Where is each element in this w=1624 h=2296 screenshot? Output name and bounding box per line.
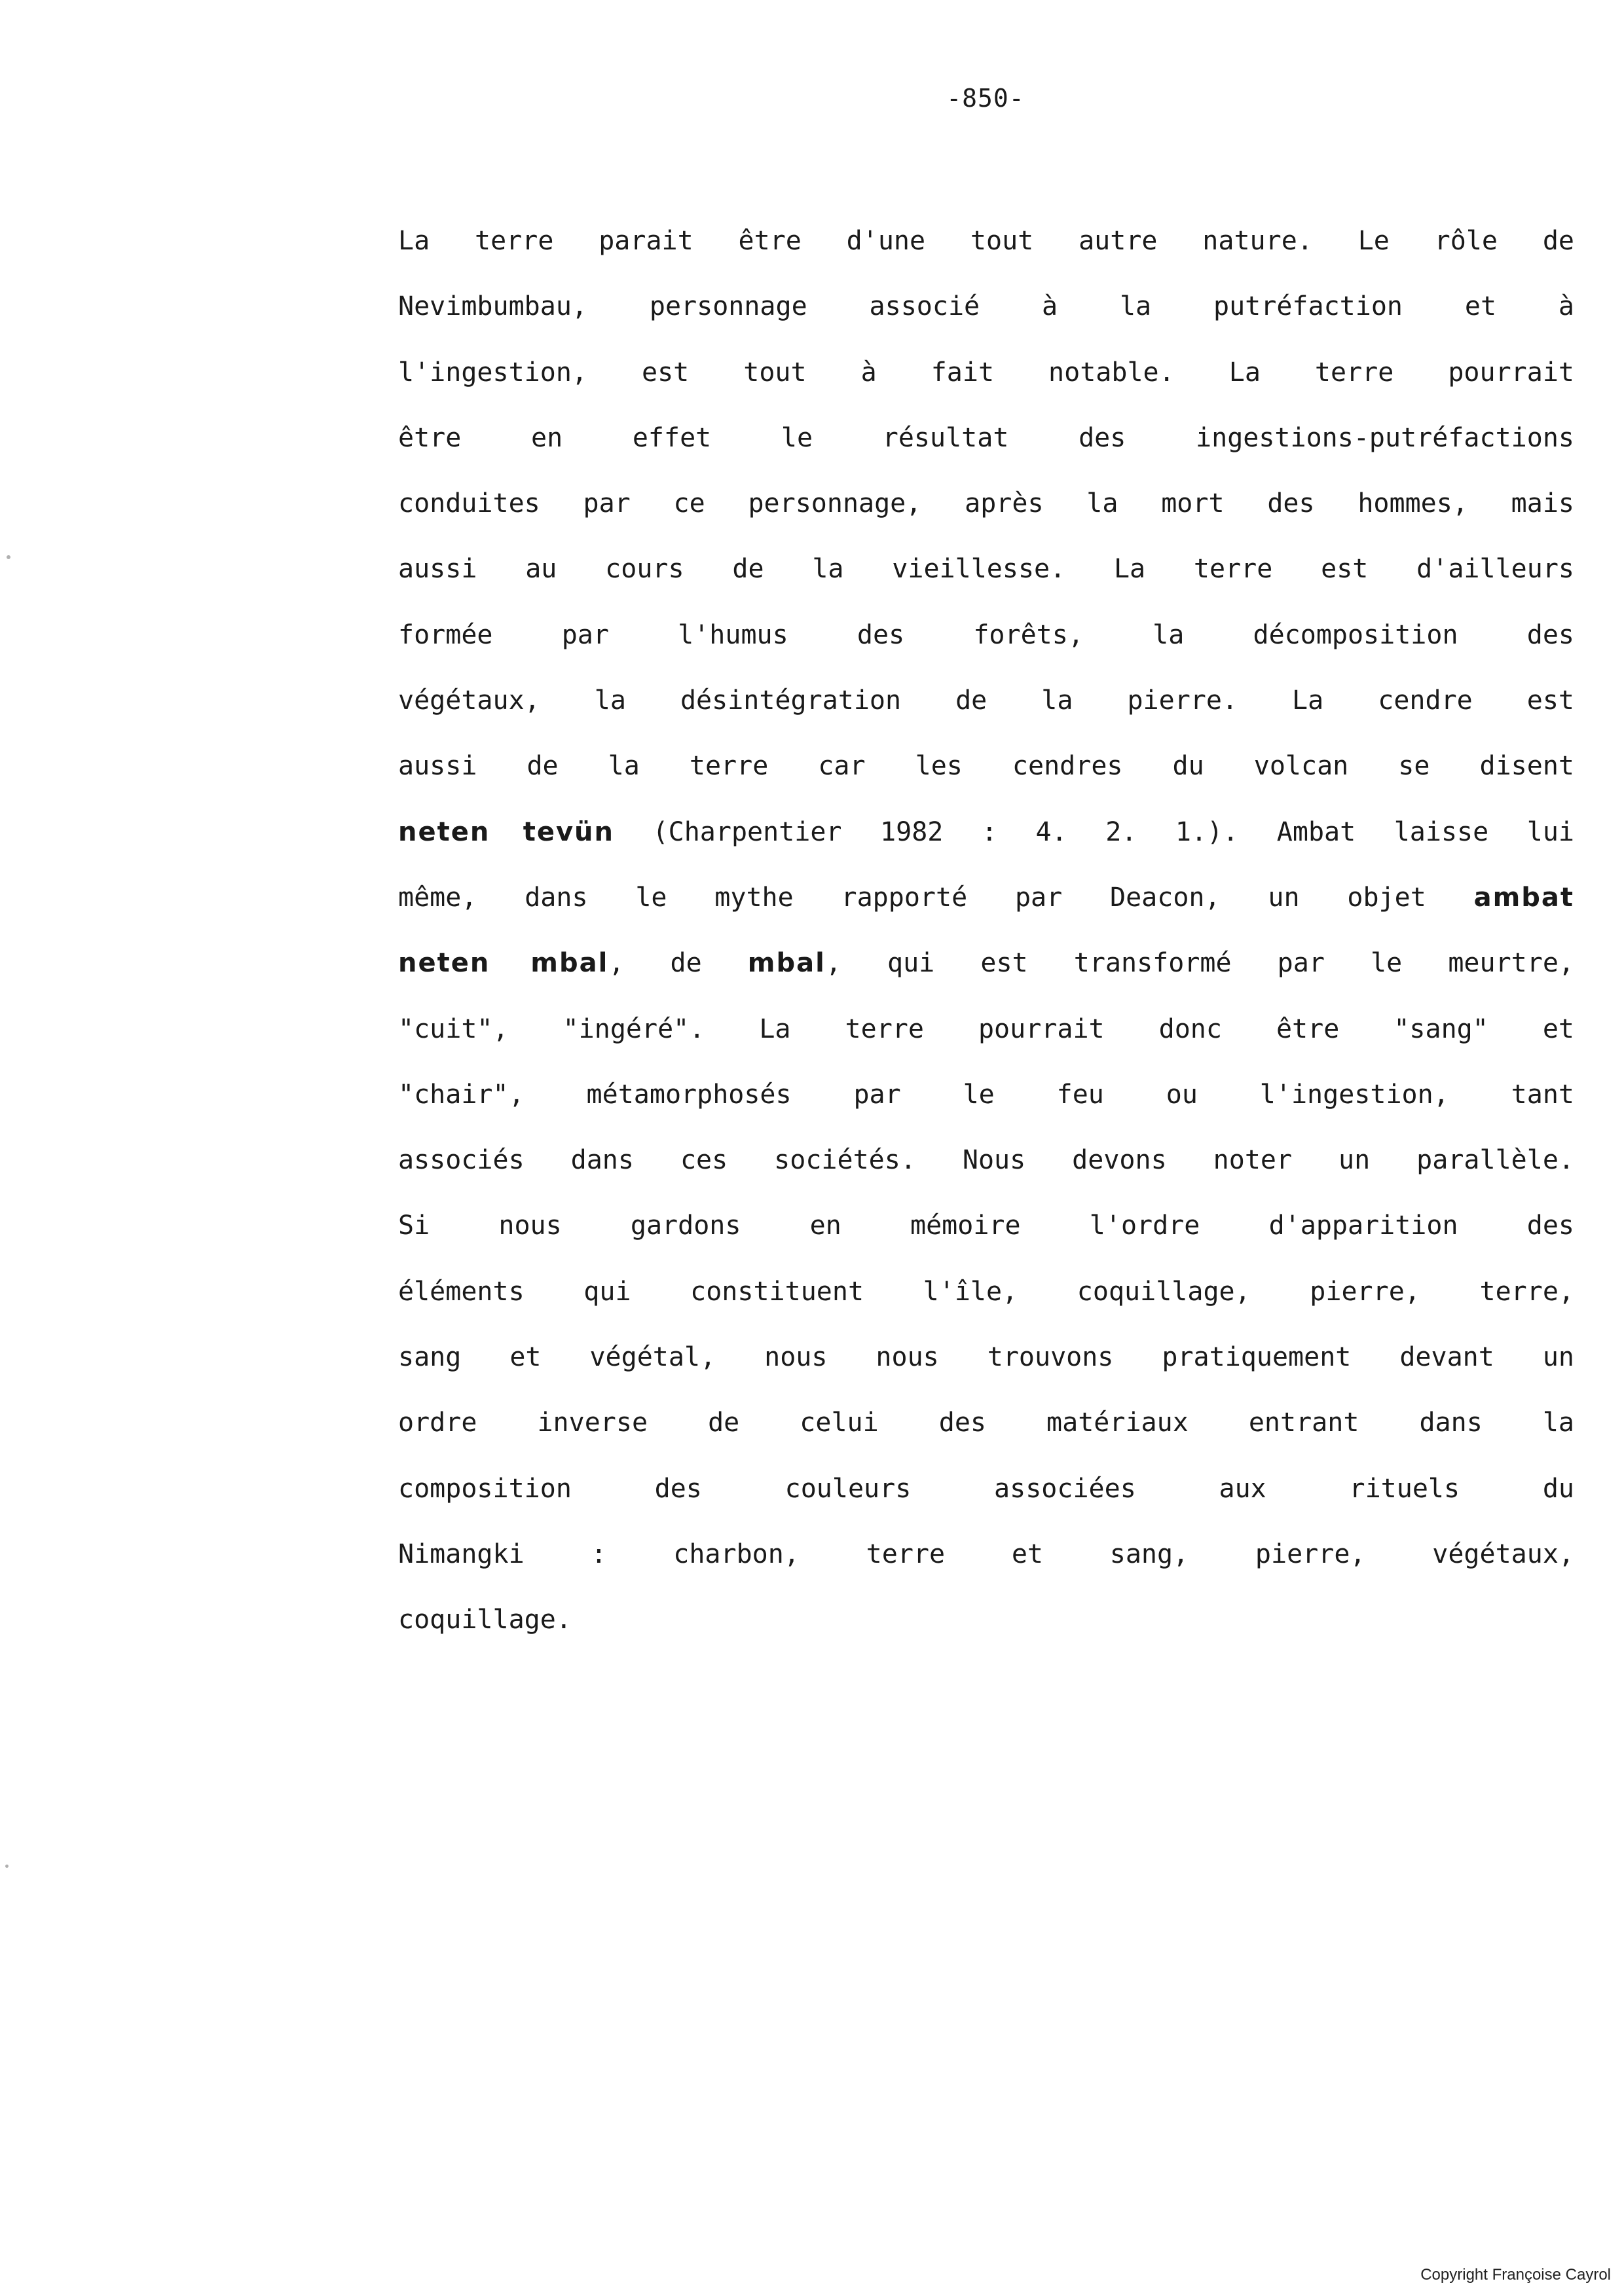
text-line (398, 602, 1574, 668)
text-segment: Si nous gardons en mémoire l'ordre d'apparition des (398, 1211, 1574, 1241)
text-segment: formée par l'humus des forêts, la décomposition des (398, 619, 1574, 650)
text-segment: être en effet le résultat des ingestions-putréfactions (398, 422, 1574, 453)
text-line (398, 1193, 1574, 1258)
text-segment: aussi de la terre car les cendres du volcan se disent (398, 751, 1574, 782)
body-text (398, 208, 1574, 1653)
text-line (398, 1324, 1574, 1390)
text-segment: même, dans le mythe rapporté par Deacon, un objet (398, 882, 1474, 913)
text-segment: l'ingestion, est tout à fait notable. La terre pourrait (398, 357, 1574, 388)
scan-speck (5, 1865, 9, 1868)
text-line (398, 930, 1574, 996)
text-segment: , qui est transformé par le meurtre, (825, 948, 1574, 979)
text-line (398, 996, 1574, 1062)
text-segment: Nevimbumbau, personnage associé à la putréfaction et à (398, 291, 1574, 322)
text-line (398, 1522, 1574, 1587)
copyright-notice: Copyright Françoise Cayrol (1420, 2266, 1611, 2284)
text-line (398, 405, 1574, 471)
vernacular-term: neten tevün (398, 816, 614, 847)
text-segment: Nimangki : charbon, terre et sang, pierre, végétaux, (398, 1539, 1574, 1569)
text-segment: végétaux, la désintégration de la pierre. La cendre est (398, 685, 1574, 716)
text-line (398, 865, 1574, 930)
vernacular-term: ambat (1473, 882, 1574, 913)
text-line (398, 733, 1574, 799)
text-line (398, 471, 1574, 536)
text-line (398, 799, 1574, 865)
text-line (398, 1456, 1574, 1522)
text-segment: (Charpentier 1982 : 4. 2. 1.). Ambat laisse lui (614, 816, 1575, 847)
text-segment: ordre inverse de celui des matériaux entrant dans la (398, 1408, 1574, 1438)
text-segment: sang et végétal, nous nous trouvons pratiquement devant un (398, 1342, 1574, 1373)
text-segment: aussi au cours de la vieillesse. La terre est d'ailleurs (398, 554, 1574, 585)
text-line (398, 1062, 1574, 1127)
page-number: -850- (946, 84, 1025, 113)
text-line (398, 668, 1574, 733)
text-segment: conduites par ce personnage, après la mort des hommes, mais (398, 488, 1574, 519)
text-segment: composition des couleurs associées aux rituels du (398, 1473, 1574, 1504)
text-segment: , de (608, 948, 748, 979)
text-segment: associés dans ces sociétés. Nous devons noter un parallèle. (398, 1145, 1574, 1176)
text-segment: La terre parait être d'une tout autre nature. Le rôle de (398, 226, 1574, 256)
text-segment: coquillage. (398, 1605, 572, 1635)
text-line (398, 340, 1574, 405)
text-line (398, 1127, 1574, 1193)
text-line (398, 1587, 1574, 1652)
text-segment: "cuit", "ingéré". La terre pourrait donc être "sang" et (398, 1013, 1574, 1044)
text-line (398, 208, 1574, 274)
text-line (398, 1259, 1574, 1324)
text-segment: "chair", métamorphosés par le feu ou l'ingestion, tant (398, 1079, 1574, 1110)
vernacular-term: neten mbal (398, 948, 609, 979)
text-line (398, 536, 1574, 602)
text-line (398, 274, 1574, 339)
text-segment: éléments qui constituent l'île, coquillage, pierre, terre, (398, 1276, 1574, 1307)
scan-speck (7, 555, 10, 559)
vernacular-term: mbal (747, 948, 826, 979)
text-line (398, 1390, 1574, 1455)
